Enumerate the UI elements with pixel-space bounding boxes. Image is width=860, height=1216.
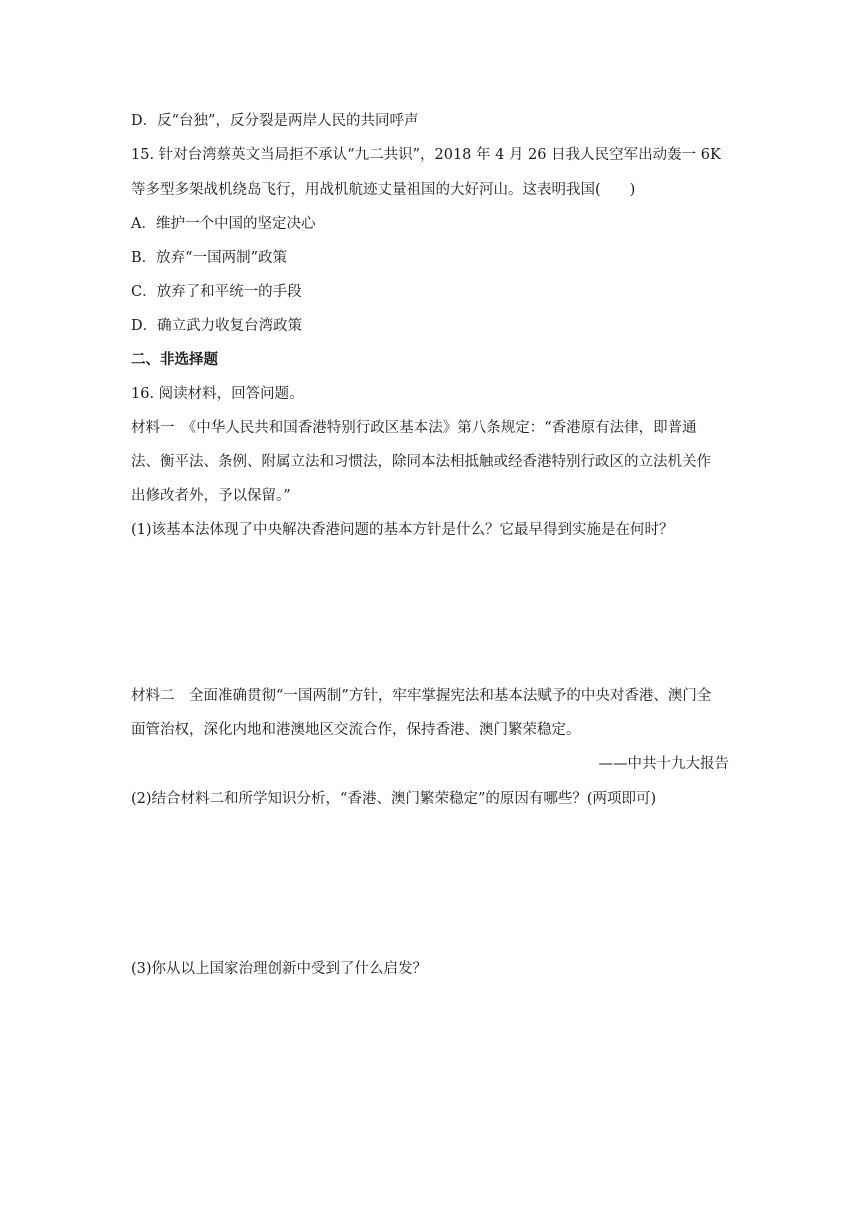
material1-line-2: 法、衡平法、条例、附属立法和习惯法，除同本法相抵触或经香港特别行政区的立法机关作	[131, 454, 711, 470]
sub-question-2: (2)结合材料二和所学知识分析，“香港、澳门繁荣稳定”的原因有哪些？(两项即可)	[131, 791, 657, 807]
material1-line-1: 材料一 《中华人民共和国香港特别行政区基本法》第八条规定：“香港原有法律，即普通	[131, 420, 697, 436]
sub-question-3: (3)你从以上国家治理创新中受到了什么启发？	[131, 961, 428, 977]
q15-stem-line-1: 15. 针对台湾蔡英文当局拒不承认“九二共识”，2018 年 4 月 26 日我人民空军出动轰一 6K	[131, 147, 721, 163]
material2-line-2: 面管治权，深化内地和港澳地区交流合作，保持香港、澳门繁荣稳定。	[131, 722, 581, 738]
sub-question-1: (1)该基本法体现了中央解决香港问题的基本方针是什么？它最早得到实施是在何时？	[131, 522, 674, 538]
q15-option-d: D．确立武力收复台湾政策	[131, 318, 303, 334]
q16-stem: 16. 阅读材料，回答问题。	[131, 386, 304, 402]
q15-stem-line-2: 等多型多架战机绕岛飞行，用战机航迹丈量祖国的大好河山。这表明我国( )	[131, 182, 636, 198]
material1-line-3: 出修改者外，予以保留。”	[131, 488, 291, 504]
material2-line-1: 材料二 全面准确贯彻“一国两制”方针，牢牢掌握宪法和基本法赋予的中央对香港、澳门全	[131, 688, 712, 704]
q15-option-c: C．放弃了和平统一的手段	[131, 284, 302, 300]
q15-option-a: A．维护一个中国的坚定决心	[131, 216, 316, 232]
material2-source: ——中共十九大报告	[598, 756, 729, 772]
q15-option-b: B．放弃“一国两制”政策	[131, 250, 287, 266]
q14-option-d: D．反“台独”，反分裂是两岸人民的共同呼声	[131, 113, 419, 129]
section-title: 二、非选择题	[131, 351, 218, 368]
